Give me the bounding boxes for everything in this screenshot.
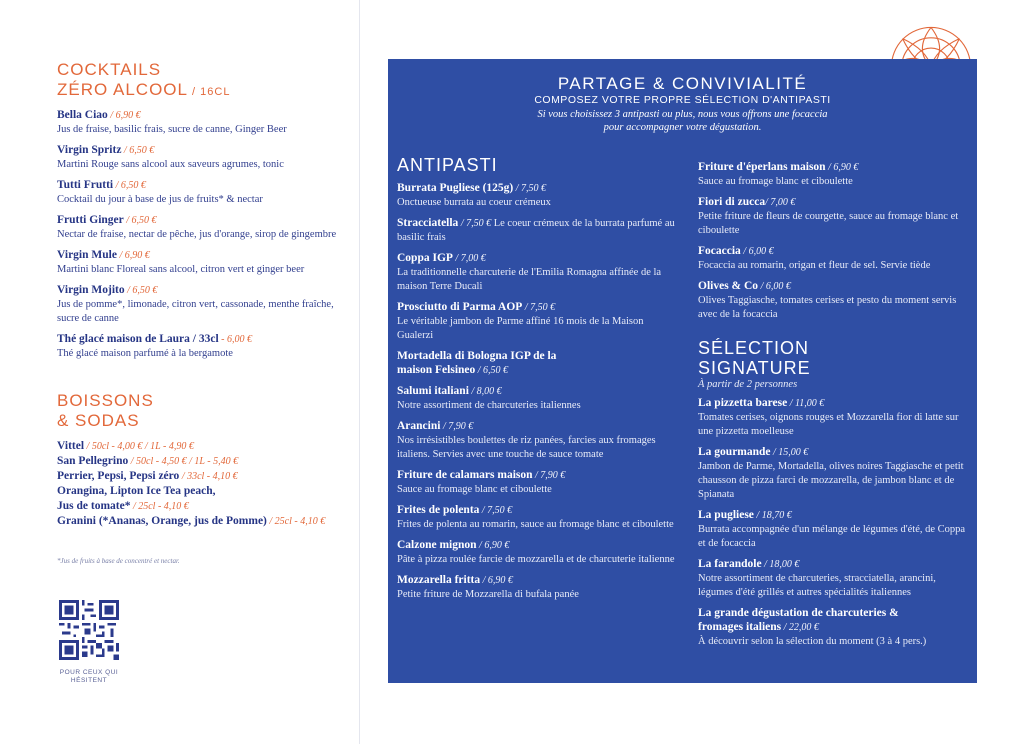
- item-name: Arancini: [397, 420, 441, 432]
- item-name: Calzone mignon: [397, 539, 477, 551]
- item-name: La farandole: [698, 558, 762, 570]
- drink-line: [57, 484, 347, 499]
- item-name: Coppa IGP: [397, 252, 453, 264]
- panel-title: PARTAGE & CONVIVIALITÉ: [557, 74, 808, 93]
- drink-name: Granini (*Ananas, Orange, jus de Pomme): [57, 515, 267, 527]
- menu-item: [57, 178, 347, 207]
- menu-item: [397, 573, 677, 602]
- item-desc: Cocktail du jour à base de jus de fruits* & nectar: [57, 194, 263, 205]
- left-page: [57, 60, 347, 565]
- item-desc: Notre assortiment de charcuteries italiennes: [397, 400, 581, 411]
- menu-item: [397, 181, 677, 210]
- item-price: / 6,90 €: [116, 250, 150, 261]
- signature-title-line1: SÉLECTION: [698, 338, 810, 358]
- item-name: Tutti Frutti: [57, 179, 114, 191]
- item-price: / 6,50 €: [475, 365, 509, 376]
- item-desc: Jus de pomme*, limonade, citron vert, cassonade, menthe fraîche, sucre de canne: [57, 299, 334, 324]
- qr-code-icon[interactable]: [59, 600, 119, 660]
- menu-item: [698, 606, 968, 649]
- menu-item: [698, 195, 968, 238]
- menu-item: [397, 384, 677, 413]
- item-price: / 7,50 €: [513, 183, 547, 194]
- item-price: - 6,00 €: [218, 334, 252, 345]
- drink-price: / 33cl - 4,10 €: [179, 471, 238, 482]
- item-name: Burrata Pugliese (125g): [397, 182, 514, 194]
- item-name: La pugliese: [698, 509, 754, 521]
- drink-name: Orangina, Lipton Ice Tea peach,: [57, 485, 216, 497]
- menu-item: [698, 396, 968, 439]
- item-desc: Petite friture de Mozzarella di bufala panée: [397, 589, 579, 600]
- item-desc: Sauce au fromage blanc et ciboulette: [397, 484, 552, 495]
- menu-item: [397, 503, 677, 532]
- item-price: / 18,00 €: [761, 559, 800, 570]
- drinks-list: [57, 439, 347, 529]
- item-name: Mortadella di Bologna IGP de la maison Felsineo: [397, 350, 557, 376]
- boissons-title-line1: BOISSONS: [57, 391, 154, 410]
- item-desc: Le véritable jambon de Parme affiné 16 mois de la Maison Gualerzi: [397, 316, 644, 341]
- item-desc: Martini Rouge sans alcool aux saveurs agrumes, tonic: [57, 159, 284, 170]
- item-price: / 6,90 €: [480, 575, 513, 586]
- panel-subtitle: COMPOSEZ VOTRE PROPRE SÉLECTION D'ANTIPASTI: [534, 94, 831, 106]
- menu-item: [397, 419, 677, 462]
- cocktails-section: [57, 60, 347, 361]
- item-price: / 7,90 €: [532, 470, 566, 481]
- qr-caption: [47, 669, 131, 685]
- item-name: Fiori di zucca: [698, 196, 766, 208]
- item-name: Frutti Ginger: [57, 214, 124, 226]
- drink-price: / 50cl - 4,00 € / 1L - 4,90 €: [84, 441, 194, 452]
- item-desc: Frites de polenta au romarin, sauce au fromage blanc et ciboulette: [397, 519, 674, 530]
- item-desc: Martini blanc Floreal sans alcool, citron vert et ginger beer: [57, 264, 305, 275]
- item-price: / 7,50 €: [479, 505, 513, 516]
- drink-line: [57, 514, 347, 529]
- menu-item: [698, 279, 968, 322]
- right-column: [698, 160, 968, 649]
- panel-intro: [388, 108, 977, 134]
- drink-name: Perrier, Pepsi, Pepsi zéro: [57, 470, 180, 482]
- item-desc: Nectar de fraise, nectar de pêche, jus d'orange, sirop de gingembre: [57, 229, 337, 240]
- item-price: / 6,90 €: [825, 162, 859, 173]
- menu-item: [698, 244, 968, 273]
- signature-title-line2: SIGNATURE: [698, 358, 811, 378]
- item-name: Virgin Spritz: [57, 144, 122, 156]
- item-price: / 7,00 €: [452, 253, 486, 264]
- signature-title: [698, 338, 968, 378]
- item-name: Stracciatella: [397, 217, 459, 229]
- boissons-section: [57, 391, 347, 565]
- item-desc: Pâte à pizza roulée farcie de mozzarella et de charcuterie italienne: [397, 554, 675, 565]
- drink-name: San Pellegrino: [57, 455, 129, 467]
- item-name: Virgin Mule: [57, 249, 117, 261]
- menu-item: [57, 108, 347, 137]
- antipasti-title: ANTIPASTI: [397, 155, 498, 175]
- item-desc: Le coeur crémeux de la burrata parfumé au basilic frais: [397, 218, 675, 243]
- item-desc: Focaccia au romarin, origan et fleur de sel. Servie tiède: [698, 260, 931, 271]
- item-price: / 6,50 €: [113, 180, 146, 191]
- drink-price: / 25cl - 4,10 €: [266, 516, 326, 527]
- item-name: Olives & Co: [698, 280, 759, 292]
- item-name: La pizzetta barese: [698, 397, 788, 409]
- item-name: Salumi italiani: [397, 385, 469, 397]
- menu-item: [698, 445, 968, 502]
- panel-header: [388, 74, 977, 134]
- item-price: / 6,50 €: [123, 215, 157, 226]
- item-desc: À découvrir selon la sélection du moment (3 à 4 pers.): [698, 636, 927, 647]
- drink-name: Jus de tomate*: [57, 500, 131, 512]
- antipasti-panel: [388, 59, 977, 683]
- qr-caption-line1: POUR CEUX QUI: [59, 669, 119, 676]
- item-desc: Olives Taggiasche, tomates cerises et pesto du moment servis avec de la focaccia: [698, 295, 957, 320]
- item-desc: Onctueuse burrata au coeur crémeux: [397, 197, 551, 208]
- item-name: Prosciutto di Parma AOP: [397, 301, 523, 313]
- menu-item: [397, 216, 677, 245]
- item-price: / 6,90 €: [107, 110, 141, 121]
- cocktails-title: [57, 60, 347, 102]
- menu-item: [57, 143, 347, 172]
- cocktails-title-sep: /: [187, 86, 201, 98]
- drink-line: [57, 439, 347, 454]
- item-name: Frites de polenta: [397, 504, 480, 516]
- antipasti-column: [397, 155, 677, 602]
- item-price: / 11,00 €: [787, 398, 825, 409]
- item-name: Friture de calamars maison: [397, 469, 533, 481]
- item-desc: Thé glacé maison parfumé à la bergamote: [57, 348, 233, 359]
- menu-item: [57, 248, 347, 277]
- item-name: Bella Ciao: [57, 109, 108, 121]
- item-desc: Notre assortiment de charcuteries, stracciatella, arancini, légumes d'été grillés et autres spécialités italiennes: [698, 573, 936, 598]
- boissons-title: [57, 391, 347, 431]
- item-name: Friture d'éperlans maison: [698, 161, 826, 173]
- juice-footnote: *Jus de fruits à base de concentré et nectar.: [57, 557, 180, 565]
- drink-price: / 25cl - 4,10 €: [130, 501, 189, 512]
- menu-item: [698, 557, 968, 600]
- item-price: / 6,00 €: [758, 281, 791, 292]
- menu-item: [397, 251, 677, 294]
- item-desc: Nos irrésistibles boulettes de riz panées, farcies aux fromages italiens. Servies avec une touche de sauce tomate: [397, 435, 656, 460]
- item-price: / 15,00 €: [770, 447, 809, 458]
- menu-item: [698, 508, 968, 551]
- menu-item: [698, 160, 968, 189]
- item-desc: Sauce au fromage blanc et ciboulette: [698, 176, 853, 187]
- item-price: / 8,00 €: [468, 386, 502, 397]
- drink-name: Vittel: [57, 440, 85, 452]
- item-price: / 6,50 €: [124, 285, 158, 296]
- qr-caption-line2: HÉSITENT: [70, 677, 108, 684]
- menu-item: [57, 332, 347, 361]
- cocktails-title-line2: ZÉRO ALCOOL: [57, 80, 188, 99]
- item-desc: Burrata accompagnée d'un mélange de légumes d'été, de Coppa et de focaccia: [698, 524, 966, 549]
- item-desc: Tomates cerises, oignons rouges et Mozzarella fior di latte sur une pizzetta moelleuse: [698, 412, 959, 437]
- item-name: La gourmande: [698, 446, 771, 458]
- item-price: / 7,50 €: [458, 218, 492, 229]
- item-price: / 18,70 €: [753, 510, 792, 521]
- item-price: / 6,50 €: [121, 145, 155, 156]
- drink-price: / 50cl - 4,50 € / 1L - 5,40 €: [128, 456, 239, 467]
- menu-item: [397, 538, 677, 567]
- menu-item: [57, 283, 347, 326]
- item-name: Virgin Mojito: [57, 284, 125, 296]
- item-desc: Jambon de Parme, Mortadella, olives noires Taggiasche et petit chausson de pizza farci de mozzarella, de jambon blanc et de Spianata: [698, 461, 964, 500]
- item-name: Thé glacé maison de Laura / 33cl: [57, 333, 219, 345]
- item-name: La grande dégustation de charcuteries & fromages italiens: [698, 607, 899, 633]
- item-price: / 6,90 €: [476, 540, 510, 551]
- item-name: Focaccia: [698, 245, 741, 257]
- item-desc: La traditionnelle charcuterie de l'Emilia Romagna affinée de la maison Terre Ducali: [397, 267, 662, 292]
- item-price: / 6,00 €: [740, 246, 774, 257]
- cocktails-title-line1: COCKTAILS: [57, 60, 162, 79]
- item-name: Mozzarella fritta: [397, 574, 481, 586]
- item-price: / 7,50 €: [522, 302, 556, 313]
- page-fold: [359, 0, 360, 744]
- signature-note: À partir de 2 personnes: [698, 379, 798, 390]
- menu-item: [397, 300, 677, 343]
- panel-intro-line1: Si vous choisissez 3 antipasti ou plus, nous vous offrons une focaccia: [537, 109, 828, 120]
- menu-item: [57, 213, 347, 242]
- drink-line: [57, 454, 347, 469]
- item-price: / 22,00 €: [781, 622, 819, 633]
- menu-item: [397, 349, 677, 378]
- panel-intro-line2: pour accompagner votre dégustation.: [603, 122, 762, 133]
- menu-item: [397, 468, 677, 497]
- item-price: / 7,00 €: [765, 197, 796, 208]
- drink-line: [57, 499, 347, 514]
- item-desc: Petite friture de fleurs de courgette, sauce au fromage blanc et ciboulette: [698, 211, 959, 236]
- item-desc: Jus de fraise, basilic frais, sucre de canne, Ginger Beer: [57, 124, 287, 135]
- item-price: / 7,90 €: [440, 421, 474, 432]
- boissons-title-line2: & SODAS: [57, 411, 140, 430]
- drink-line: [57, 469, 347, 484]
- cocktails-unit: 16CL: [200, 86, 231, 98]
